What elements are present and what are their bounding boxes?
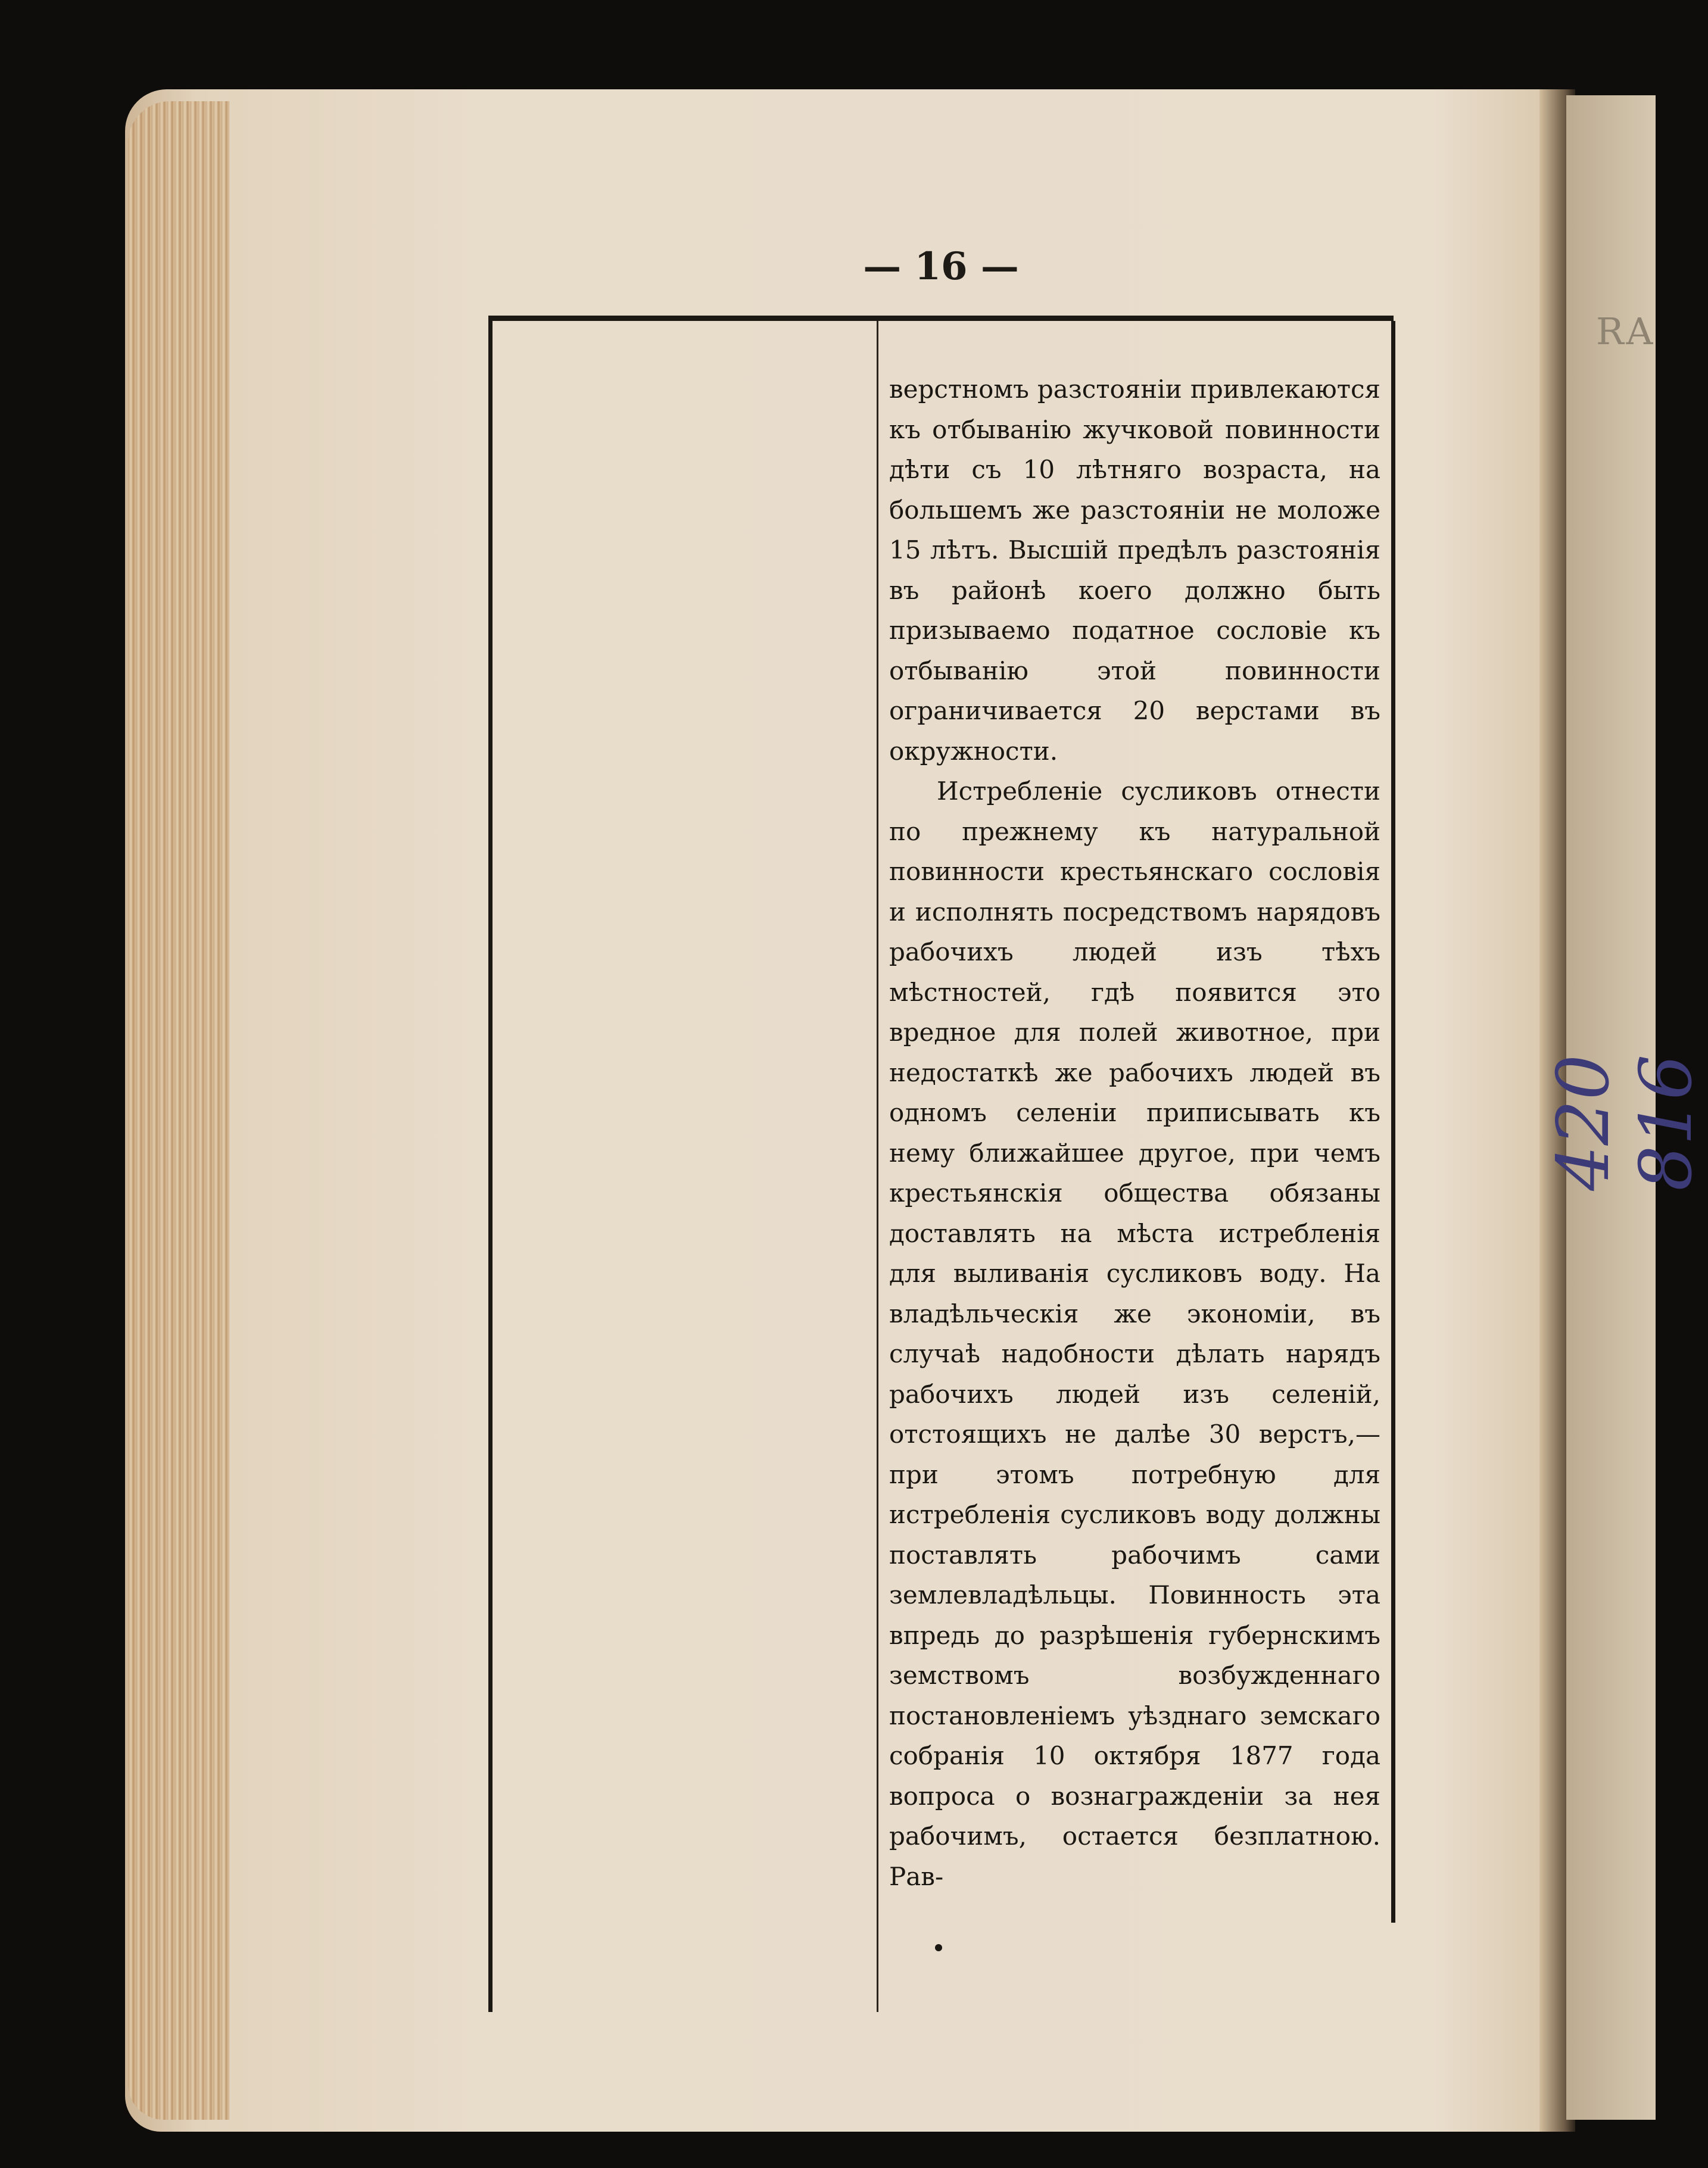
table-left-rule — [488, 321, 493, 2012]
page-number: — 16 — — [863, 244, 1019, 289]
page-edges — [128, 101, 229, 2120]
right-text-column — [889, 369, 1380, 1896]
paragraph-suslik-extermination: Истребленіе сусликовъ отнести по прежнему къ натуральной повинности крестьянскаго сословія и исполнять посредствомъ нарядовъ рабочихъ людей изъ тѣхъ мѣстностей, гдѣ появится это вредное для полей животное, при недостаткѣ же рабочихъ людей въ одномъ селеніи приписывать къ нему ближайшее другое, при чемъ крестьянскія общества обязаны доставлять на мѣста истребленія для выливанія сусликовъ воду. На владѣльческія же экономіи, въ случаѣ надобности дѣлать нарядъ рабочихъ людей изъ селеній, отстоящихъ не далѣе 30 верстъ,—при этомъ потребную для истребленія сусликовъ воду должны поставлять рабочимъ сами землевладѣльцы. Повинность эта впредь до разрѣшенія губернскимъ земствомъ возбужденнаго постановленіемъ уѣзднаго земскаго собранія 10 октября 1877 года вопроса о вознагражденіи за нея рабочимъ, остается безплатною. Рав- — [889, 776, 1380, 1891]
table-right-rule — [1391, 321, 1395, 1923]
right-page-text-fragment: RA — [1596, 310, 1656, 353]
ink-dot — [935, 1944, 942, 1951]
empty-left-column — [500, 375, 864, 1983]
handwritten-mark: 420 816 — [1542, 1054, 1708, 1191]
table-column-divider — [877, 321, 878, 2012]
paragraph-continuation: верстномъ разстояніи привлекаются къ отбыванію жучковой повинности дѣти съ 10 лѣтняго возраста, на большемъ же разстояніи не моложе 15 лѣтъ. Высшій предѣлъ разстоянія въ районѣ коего должно быть призываемо податное сословіе къ отбыванію этой повинности ограничивается 20 верстами въ окружности. — [889, 375, 1380, 766]
